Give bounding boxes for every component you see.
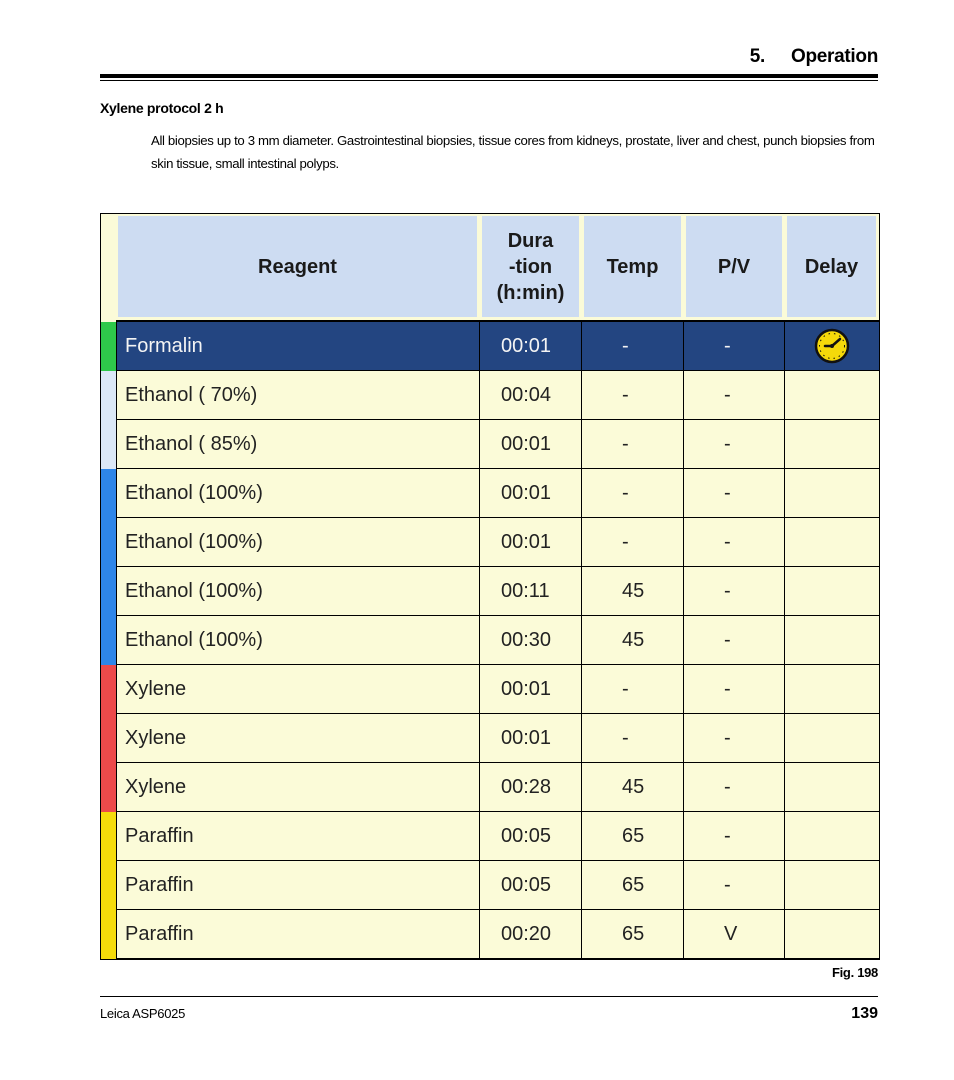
cell-reagent[interactable] xyxy=(116,665,480,714)
cell-temp-value: - xyxy=(622,726,629,749)
cell-delay[interactable] xyxy=(785,665,879,714)
cell-pv[interactable] xyxy=(684,910,785,959)
cell-pv[interactable] xyxy=(684,812,785,861)
cell-pv[interactable] xyxy=(684,763,785,812)
header-rule xyxy=(100,74,878,78)
cell-delay[interactable] xyxy=(785,616,879,665)
cell-duration[interactable] xyxy=(480,910,582,959)
cell-temp-value: - xyxy=(622,530,629,553)
cell-duration-value: 00:28 xyxy=(501,775,552,798)
reagent-group-color-bar xyxy=(101,714,116,763)
cell-reagent[interactable] xyxy=(116,763,480,812)
cell-pv[interactable] xyxy=(684,567,785,616)
cell-pv[interactable] xyxy=(684,518,785,567)
cell-reagent[interactable] xyxy=(116,616,480,665)
cell-delay[interactable] xyxy=(785,812,879,861)
cell-temp-value: 65 xyxy=(622,922,645,945)
cell-pv-value: V xyxy=(724,922,738,945)
cell-delay[interactable] xyxy=(785,371,879,420)
cell-temp[interactable] xyxy=(582,469,684,518)
cell-pv-value: - xyxy=(724,334,731,357)
cell-delay[interactable] xyxy=(785,322,879,371)
cell-reagent-value: Paraffin xyxy=(125,873,194,896)
cell-delay[interactable] xyxy=(785,567,879,616)
cell-duration[interactable] xyxy=(480,518,582,567)
cell-duration-value: 00:11 xyxy=(501,579,550,602)
cell-temp-value: - xyxy=(622,383,629,406)
cell-reagent[interactable] xyxy=(116,322,480,371)
cell-pv[interactable] xyxy=(684,714,785,763)
cell-pv-value: - xyxy=(724,383,731,406)
cell-duration[interactable] xyxy=(480,567,582,616)
cell-duration-value: 00:01 xyxy=(501,432,552,455)
chapter-heading xyxy=(750,46,878,68)
reagent-group-color-bar xyxy=(101,322,116,371)
cell-delay[interactable] xyxy=(785,469,879,518)
column-header-label: Dura -tion (h:min) xyxy=(496,229,565,304)
cell-pv[interactable] xyxy=(684,469,785,518)
cell-reagent[interactable] xyxy=(116,910,480,959)
cell-temp[interactable] xyxy=(582,910,684,959)
cell-duration-value: 00:05 xyxy=(501,873,552,896)
cell-pv-value: - xyxy=(724,726,731,749)
header-rule-thin xyxy=(100,80,878,81)
cell-temp[interactable] xyxy=(582,812,684,861)
column-header-label: Delay xyxy=(804,255,859,278)
section-title: Xylene protocol 2 h xyxy=(100,100,224,116)
cell-pv-value: - xyxy=(724,824,731,847)
cell-temp[interactable] xyxy=(582,518,684,567)
cell-pv[interactable] xyxy=(684,665,785,714)
cell-pv[interactable] xyxy=(684,371,785,420)
cell-duration[interactable] xyxy=(480,665,582,714)
reagent-group-color-bar xyxy=(101,518,116,567)
cell-pv-value: - xyxy=(724,677,731,700)
reagent-group-color-bar xyxy=(101,371,116,420)
cell-temp[interactable] xyxy=(582,714,684,763)
cell-temp-value: 45 xyxy=(622,775,645,798)
column-header-label: P/V xyxy=(717,255,751,278)
cell-delay[interactable] xyxy=(785,518,879,567)
cell-temp-value: 65 xyxy=(622,873,645,896)
chapter-name: Operation xyxy=(790,46,878,67)
cell-pv-value: - xyxy=(724,530,731,553)
reagent-group-color-bar xyxy=(101,812,116,861)
cell-temp[interactable] xyxy=(582,665,684,714)
cell-duration-value: 00:04 xyxy=(501,383,552,406)
cell-duration-value: 00:20 xyxy=(501,922,552,945)
footer-page-number: 139 xyxy=(851,1005,878,1022)
reagent-group-color-bar xyxy=(101,420,116,469)
cell-delay[interactable] xyxy=(785,861,879,910)
cell-duration-value: 00:01 xyxy=(501,530,552,553)
cell-reagent-value: Xylene xyxy=(125,677,187,700)
cell-temp-value: 45 xyxy=(622,579,645,602)
cell-temp[interactable] xyxy=(582,371,684,420)
footer-product: Leica ASP6025 xyxy=(100,1006,186,1021)
cell-duration-value: 00:01 xyxy=(501,334,552,357)
cell-reagent-value: Ethanol (100%) xyxy=(125,628,263,651)
cell-pv-value: - xyxy=(724,628,731,651)
cell-duration[interactable] xyxy=(480,420,582,469)
cell-delay[interactable] xyxy=(785,763,879,812)
cell-duration[interactable] xyxy=(480,714,582,763)
cell-reagent-value: Xylene xyxy=(125,775,187,798)
cell-delay[interactable] xyxy=(785,420,879,469)
cell-duration-value: 00:01 xyxy=(501,481,552,504)
column-header-duration[interactable] xyxy=(482,216,579,317)
cell-reagent-value: Ethanol (100%) xyxy=(125,481,263,504)
cell-temp-value: 65 xyxy=(622,824,645,847)
reagent-group-color-bar xyxy=(101,763,116,812)
cell-reagent[interactable] xyxy=(116,861,480,910)
clock-icon[interactable] xyxy=(814,328,850,364)
cell-reagent-value: Paraffin xyxy=(125,824,194,847)
cell-temp-value: - xyxy=(622,432,629,455)
column-header-delay[interactable] xyxy=(787,216,876,317)
reagent-group-color-bar xyxy=(101,616,116,665)
cell-delay[interactable] xyxy=(785,910,879,959)
cell-pv[interactable] xyxy=(684,322,785,371)
cell-duration-value: 00:30 xyxy=(501,628,552,651)
cell-duration[interactable] xyxy=(480,812,582,861)
cell-temp-value: - xyxy=(622,334,629,357)
cell-reagent[interactable] xyxy=(116,371,480,420)
cell-reagent[interactable] xyxy=(116,812,480,861)
cell-duration[interactable] xyxy=(480,371,582,420)
reagent-group-color-bar xyxy=(101,469,116,518)
cell-duration-value: 00:01 xyxy=(501,677,552,700)
cell-duration[interactable] xyxy=(480,322,582,371)
cell-pv-value: - xyxy=(724,432,731,455)
reagent-group-color-bar xyxy=(101,861,116,910)
column-header-label: Temp xyxy=(606,255,659,278)
cell-temp[interactable] xyxy=(582,616,684,665)
cell-reagent-value: Formalin xyxy=(125,334,203,357)
reagent-group-color-bar xyxy=(101,567,116,616)
column-header-reagent[interactable] xyxy=(118,216,477,317)
cell-duration[interactable] xyxy=(480,469,582,518)
cell-pv[interactable] xyxy=(684,616,785,665)
cell-delay[interactable] xyxy=(785,714,879,763)
cell-reagent-value: Paraffin xyxy=(125,922,194,945)
reagent-group-color-bar xyxy=(101,665,116,714)
cell-temp-value: 45 xyxy=(622,628,645,651)
cell-reagent-value: Ethanol ( 70%) xyxy=(125,383,258,406)
chapter-number: 5. xyxy=(749,46,765,67)
cell-reagent[interactable] xyxy=(116,469,480,518)
cell-reagent-value: Ethanol ( 85%) xyxy=(125,432,258,455)
reagent-group-color-bar xyxy=(101,910,116,959)
cell-temp[interactable] xyxy=(582,420,684,469)
column-header-pv[interactable] xyxy=(686,216,782,317)
cell-temp[interactable] xyxy=(582,567,684,616)
cell-pv[interactable] xyxy=(684,420,785,469)
cell-temp[interactable] xyxy=(582,861,684,910)
cell-pv-value: - xyxy=(724,775,731,798)
cell-pv[interactable] xyxy=(684,861,785,910)
footer-rule xyxy=(100,996,878,997)
cell-pv-value: - xyxy=(724,873,731,896)
cell-duration[interactable] xyxy=(480,763,582,812)
cell-reagent[interactable] xyxy=(116,518,480,567)
cell-reagent[interactable] xyxy=(116,567,480,616)
cell-reagent-value: Ethanol (100%) xyxy=(125,530,263,553)
cell-temp[interactable] xyxy=(582,763,684,812)
cell-reagent-value: Xylene xyxy=(125,726,187,749)
cell-pv-value: - xyxy=(724,481,731,504)
cell-temp-value: - xyxy=(622,677,629,700)
cell-reagent[interactable] xyxy=(116,714,480,763)
column-header-temp[interactable] xyxy=(584,216,681,317)
protocol-table xyxy=(100,213,880,960)
cell-reagent-value: Ethanol (100%) xyxy=(125,579,263,602)
cell-reagent[interactable] xyxy=(116,420,480,469)
cell-temp-value: - xyxy=(622,481,629,504)
cell-duration-value: 00:05 xyxy=(501,824,552,847)
cell-duration-value: 00:01 xyxy=(501,726,552,749)
figure-label: Fig. 198 xyxy=(831,965,878,980)
cell-duration[interactable] xyxy=(480,861,582,910)
cell-pv-value: - xyxy=(724,579,731,602)
intro-paragraph: All biopsies up to 3 mm diameter. Gastrointestinal biopsies, tissue cores from kidneys, prostate, liver and chest, punch biopsies from skin tissue, small intestinal polyps. xyxy=(151,133,875,171)
column-header-label: Reagent xyxy=(258,255,337,278)
cell-temp[interactable] xyxy=(582,322,684,371)
cell-duration[interactable] xyxy=(480,616,582,665)
